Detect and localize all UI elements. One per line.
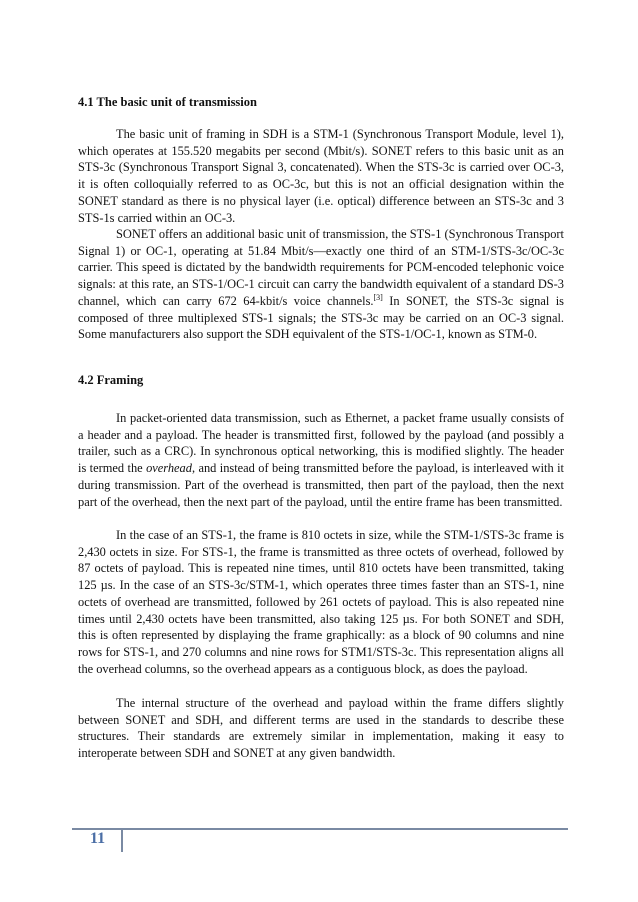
paragraph-basic-unit-2	[78, 226, 564, 343]
paragraph-text: SONET offers an additional basic unit of transmission, the STS-1 (Synchronous Transport Signal 1) or OC-1, operating at 51.84 Mbit/s—exactly one third of an STM-1/STS-3c/OC-3c carrier. This speed is dictated by the bandwidth requirements for PCM-encoded telephonic voice signals: at this rate, an STS-1/OC-1 circuit can carry the bandwidth equivalent of a standard DS-3 channel, which can carry 672 64-kbit/s voice channels.	[78, 227, 564, 308]
citation-reference[interactable]: [3]	[373, 292, 383, 302]
paragraph-basic-unit-1: The basic unit of framing in SDH is a STM-1 (Synchronous Transport Module, level 1), which operates at 155.520 megabits per second (Mbit/s). SONET refers to this basic unit as an STS-3c (Synchronous Transport Signal 3, concatenated). When the STS-3c is carried over OC-3, it is often colloquially referred to as OC-3c, but this is not an official designation within the SONET standard as there is no physical layer (i.e. optical) difference between an STS-3c and 3 STS-1s carried within an OC-3.	[78, 127, 564, 225]
paragraph-framing-2: In the case of an STS-1, the frame is 810 octets in size, while the STM-1/STS-3c frame is 2,430 octets in size. For STS-1, the frame is transmitted as three octets of overhead, followed by 87 octets of payload. This is repeated nine times, until 810 octets have been transmitted, taking 125 µs. In the case of an STS-3c/STM-1, which operates three times faster than an STS-1, nine octets of overhead are transmitted, followed by 261 octets of payload. This is also repeated nine times until 2,430 octets have been transmitted, also taking 125 µs. For both SONET and SDH, this is often represented by displaying the frame graphically: as a block of 90 columns and nine rows for STS-1, and 270 columns and nine rows for STM1/STS-3c. This representation aligns all the overhead columns, so the overhead appears as a contiguous block, as does the payload.	[78, 528, 564, 676]
page-number: 11	[90, 830, 106, 847]
paragraph-framing-1	[78, 410, 564, 510]
paragraph-framing-3: The internal structure of the overhead and payload within the frame differs slightly between SONET and SDH, and different terms are used in the standards to describe these structures. Their standards are extremely similar in implementation, making it easy to interoperate between SDH and SONET at any given bandwidth.	[78, 696, 564, 761]
emphasized-term: overhead	[146, 461, 192, 476]
paragraph-text: , and instead of being transmitted before the payload, is interleaved with it during transmission. Part of the overhead is transmitted, then part of the payload, then the next part of the overhead, then the next part of the payload, until the entire frame has been transmitted.	[78, 461, 564, 509]
footer-divider	[121, 828, 123, 852]
section-heading-4-1: 4.1 The basic unit of transmission	[78, 95, 257, 109]
paragraph-text: In SONET, the STS-3c signal is composed of three multiplexed STS-1 signals; the STS-3c may be carried on an OC-3 signal. Some manufacturers also support the SDH equivalent of the STS-1/OC-1, known as STM-0.	[78, 293, 564, 342]
section-heading-4-2: 4.2 Framing	[78, 373, 144, 387]
footer-rule	[72, 828, 568, 830]
paragraph-text: In packet-oriented data transmission, such as Ethernet, a packet frame usually consists of a header and a payload. The header is transmitted first, followed by the payload (and possibly a trailer, such as a CRC). In synchronous optical networking, this is modified slightly. The header is termed the	[78, 411, 564, 476]
